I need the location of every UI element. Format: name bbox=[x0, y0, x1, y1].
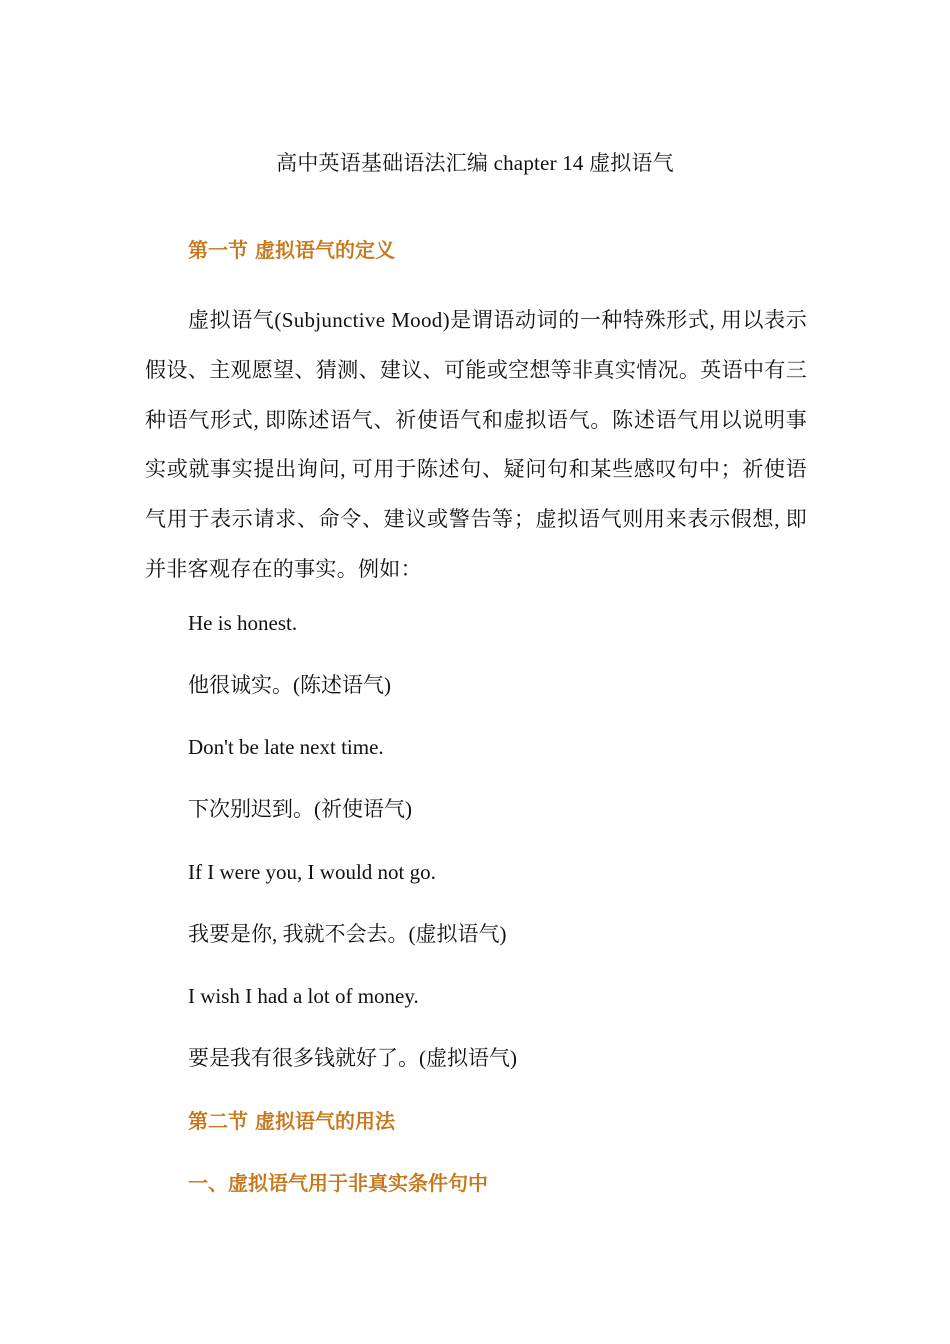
example-line-1: He is honest. bbox=[188, 611, 298, 635]
example-line-8: 要是我有很多钱就好了。(虚拟语气) bbox=[188, 1046, 517, 1070]
example-line-3: Don't be late next time. bbox=[188, 735, 384, 759]
intro-paragraph: 虚拟语气(Subjunctive Mood)是谓语动词的一种特殊形式, 用以表示假设、主观愿望、猜测、建议、可能或空想等非真实情况。英语中有三种语气形式, 即陈述语气、祈使语气和虚拟语气。陈述语气用以说明事实或就事实提出询问, 可用于陈述句、疑问句和某些感叹句中；祈使语气用于表示请求、命令、建议或警告等；虚拟语气则用来表示假想, 即并非客观存在的事实。例如： bbox=[145, 308, 807, 581]
example-line-5: If I were you, I would not go. bbox=[188, 860, 436, 884]
example-line-6: 我要是你, 我就不会去。(虚拟语气) bbox=[188, 922, 507, 946]
example-line-7: I wish I had a lot of money. bbox=[188, 984, 419, 1008]
document-title: 高中英语基础语法汇编 chapter 14 虚拟语气 bbox=[276, 151, 674, 175]
section-heading-definition: 第一节 虚拟语气的定义 bbox=[188, 238, 395, 262]
example-line-4: 下次别迟到。(祈使语气) bbox=[188, 797, 412, 821]
example-line-2: 他很诚实。(陈述语气) bbox=[188, 673, 391, 697]
section-heading-usage: 第二节 虚拟语气的用法 bbox=[188, 1109, 395, 1133]
subsection-heading-conditional: 一、虚拟语气用于非真实条件句中 bbox=[188, 1171, 488, 1195]
